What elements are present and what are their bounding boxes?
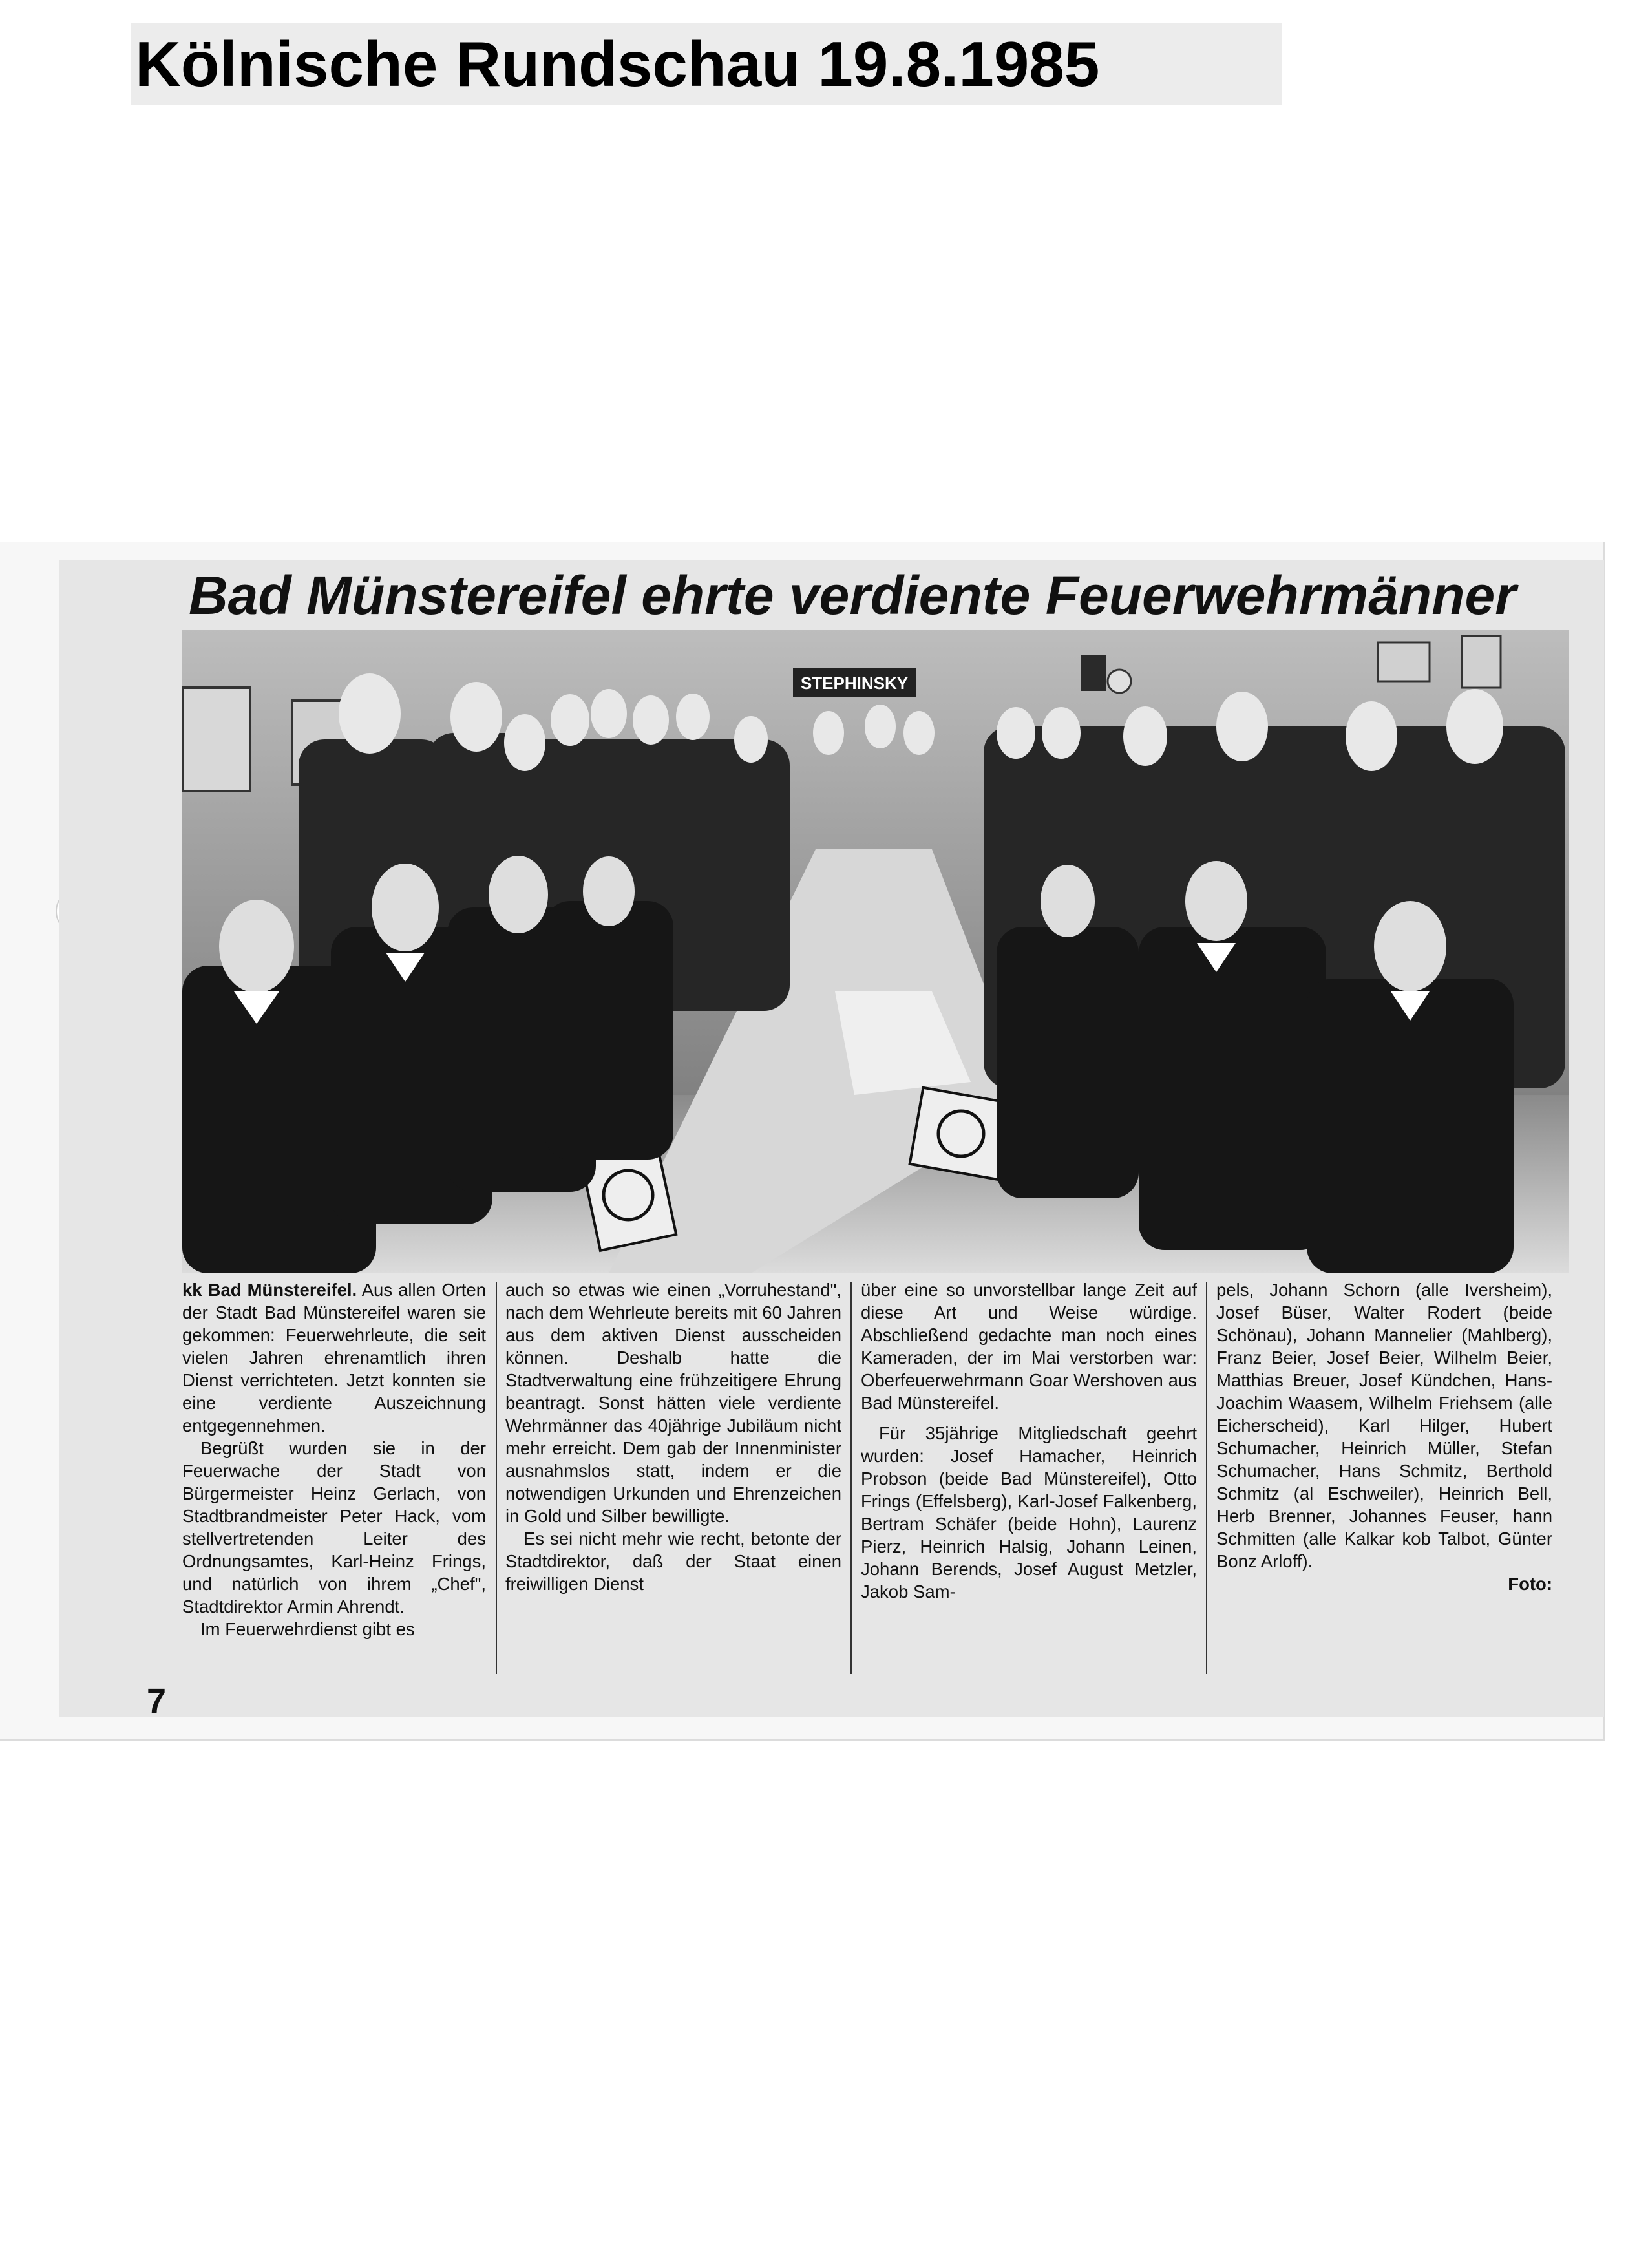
- article-paragraph: Begrüßt wurden sie in der Feuerwache der Stadt von Bürgermeister Heinz Gerlach, von Stadtbrandmeister Peter Hack, vom stellvertretenden Leiter des Ordnungsamtes, Karl-Heinz Frings, und natürlich von ihrem „Chef", Stadtdirektor Armin Ahrendt.: [182, 1438, 486, 1616]
- scan-caption: Kölnische Rundschau 19.8.1985: [131, 23, 1282, 105]
- article-paragraph: über eine so unvorstellbar lange Zeit auf diese Art und Weise würdige. Abschließend gedachte man noch eines Kameraden, der im Mai verstorben war: Oberfeuerwehrmann Goar Wershoven aus Bad Münstereifel.: [861, 1280, 1197, 1413]
- article-headline: Bad Münstereifel ehrte verdiente Feuerwehrmänner: [189, 565, 1516, 626]
- article-body: [182, 1278, 1578, 1706]
- column-rule: [496, 1282, 497, 1674]
- article-column-2: [505, 1278, 841, 1679]
- article-dateline: kk Bad Münstereifel.: [182, 1280, 357, 1300]
- article-column-3: [861, 1278, 1197, 1679]
- article-paragraph: auch so etwas wie einen „Vorruhestand", nach dem Wehrleute bereits mit 60 Jahren aus dem aktiven Dienst ausscheiden können. Deshalb hatte die Stadtverwaltung eine frühzeitigere Ehrung beantragt. Sonst hätten viele verdiente Wehrmänner das 40jährige Jubiläum nicht mehr erreicht. Dem gab der Innenminister ausnahmslos statt, indem er die notwendigen Urkunden und Ehrenzeichen in Gold und Silber bewilligte.: [505, 1280, 841, 1526]
- article-column-1: [182, 1278, 486, 1679]
- article-column-4: [1216, 1278, 1552, 1679]
- photo-credit: Foto:: [1508, 1574, 1552, 1594]
- page-number: 7: [147, 1682, 167, 1721]
- column-rule: [850, 1282, 852, 1674]
- article-paragraph: Im Feuerwehrdienst gibt es: [200, 1619, 415, 1639]
- wall-sign: STEPHINSKY: [800, 673, 909, 693]
- article-paragraph: pels, Johann Schorn (alle Iversheim), Josef Büser, Walter Rodert (beide Schönau), Johann Mannelier (Mahlberg), Franz Beier, Josef Beier, Wilhelm Beier, Matthias Breuer, Josef Kündchen, Hans-Joachim Waasem, Wilhelm Friehsem (alle Eicherscheid), Karl Hilger, Hubert Schumacher, Heinrich Müller, Stefan Schumacher, Hans Schmitz, Berthold Schmitz (al Eschweiler), Heinrich Bell, Herb Brenner, Johannes Feuser, hann Schmitten (alle Kalkar kob Talbot, Günter Bonz Arloff).: [1216, 1280, 1552, 1571]
- article-paragraph: Für 35jährige Mitgliedschaft geehrt wurden: Josef Hamacher, Heinrich Probson (beide Bad Münstereifel), Otto Frings (Effelsberg), Karl-Josef Falkenberg, Bertram Schäfer (beide Hohn), Laurenz Pierz, Heinrich Halsig, Johann Leinen, Johann Berends, Josef August Metzler, Jakob Sam-: [861, 1423, 1197, 1602]
- column-rule: [1206, 1282, 1207, 1674]
- article-paragraph: Aus allen Orten der Stadt Bad Münstereifel waren sie gekommen: Feuerwehrleute, die seit vielen Jahren ehrenamtlich ihren Dienst verrichteten. Jetzt konnten sie eine verdiente Auszeichnung entgegennehmen.: [182, 1280, 486, 1436]
- group-photo-firemen: [182, 630, 1569, 1273]
- article-paragraph: Es sei nicht mehr wie recht, betonte der Stadtdirektor, daß der Staat einen freiwilligen Dienst: [505, 1529, 841, 1594]
- article-photo: [182, 630, 1569, 1273]
- newspaper-clipping: [59, 560, 1604, 1721]
